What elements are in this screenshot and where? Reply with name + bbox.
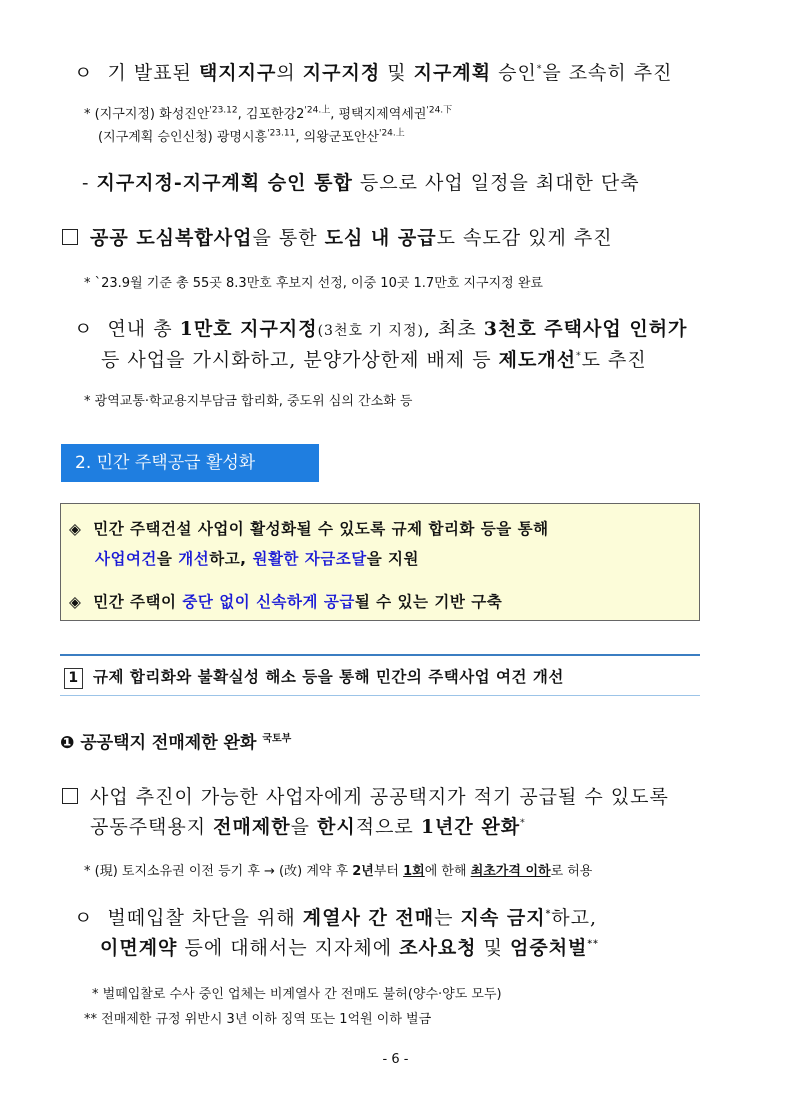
- para-4-line-1: ㅇ 연내 총 1만호 지구지정(3천호 기 지정), 최초 3천호 주택사업 인허가: [74, 318, 688, 340]
- circle-bullet: ㅇ: [74, 62, 94, 84]
- checkbox-bullet-icon: [62, 229, 78, 245]
- summary-line-2: 사업여건을 개선하고, 원활한 자금조달을 지원: [95, 550, 420, 568]
- para-3: 공공 도심복합사업을 통한 도심 내 공급도 속도감 있게 추진: [62, 223, 613, 250]
- para-1: ㅇ 기 발표된 택지지구의 지구지정 및 지구계획 승인*을 조속히 추진: [74, 62, 673, 84]
- note-1-line-2: (지구계획 승인신청) 광명시흥$^{'23.11}$, 의왕군포안산$^{'24.上}$: [98, 128, 405, 145]
- note-4: * (現) 토지소유권 이전 등기 후 → (改) 계약 후 2년부터 1회에 한해 최초가격 이하로 허용: [84, 864, 593, 879]
- number-box-icon: 1: [64, 668, 83, 689]
- para-4-line-2: 등 사업을 가시화하고, 분양가상한제 배제 등 제도개선*도 추진: [101, 349, 647, 371]
- section-header: 2. 민간 주택공급 활성화: [61, 444, 319, 482]
- page-number: - 6 -: [382, 1052, 409, 1067]
- para-2: - 지구지정-지구계획 승인 통합 등으로 사업 일정을 최대한 단축: [82, 172, 640, 194]
- para-6-line-1: ㅇ 벌떼입찰 차단을 위해 계열사 간 전매는 지속 금지*하고,: [74, 907, 598, 929]
- note-1-line-1: * (지구지정) 화성진안$^{'23.12}$, 김포한강$2^{'24.上}$, 평택지제역세권$^{'24.下}$: [84, 105, 453, 122]
- diamond-bullet-icon: ◈: [69, 593, 82, 611]
- diamond-bullet-icon: ◈: [69, 520, 82, 538]
- ministry-tag: 국토부: [262, 733, 292, 745]
- para-5-line-1: 사업 추진이 가능한 사업자에게 공공택지가 적기 공급될 수 있도록: [62, 782, 669, 809]
- note-3: * 광역교통·학교용지부담금 합리화, 중도위 심의 간소화 등: [84, 394, 413, 409]
- para-6-line-2: 이면계약 등에 대해서는 지자체에 조사요청 및 엄중처벌**: [100, 937, 599, 959]
- summary-line-3: ◈ 민간 주택이 중단 없이 신속하게 공급될 수 있는 기반 구축: [69, 593, 503, 611]
- note-2: * `23.9월 기준 총 55곳 8.3만호 후보지 선정, 이중 10곳 1.7만호 지구지정 완료: [84, 276, 543, 291]
- note-5-line-1: * 벌떼입찰로 수사 중인 업체는 비계열사 간 전매도 불허(양수·양도 모두): [92, 987, 502, 1002]
- summary-line-1: ◈ 민간 주택건설 사업이 활성화될 수 있도록 규제 합리화 등을 통해: [69, 520, 549, 538]
- note-5-line-2: ** 전매제한 규정 위반시 3년 이하 징역 또는 1억원 이하 벌금: [84, 1012, 432, 1027]
- para-5-line-2: 공동주택용지 전매제한을 한시적으로 1년간 완화*: [90, 816, 526, 838]
- item-title: ❶ 공공택지 전매제한 완화 $^{국토부}$: [60, 733, 292, 753]
- checkbox-bullet-icon: [62, 788, 78, 804]
- filled-number-icon: ❶: [60, 733, 75, 753]
- subsection-header: 1 규제 합리화와 불확실성 해소 등을 통해 민간의 주택사업 여건 개선: [60, 654, 700, 696]
- summary-box: [60, 503, 700, 621]
- dash-bullet: -: [82, 172, 90, 194]
